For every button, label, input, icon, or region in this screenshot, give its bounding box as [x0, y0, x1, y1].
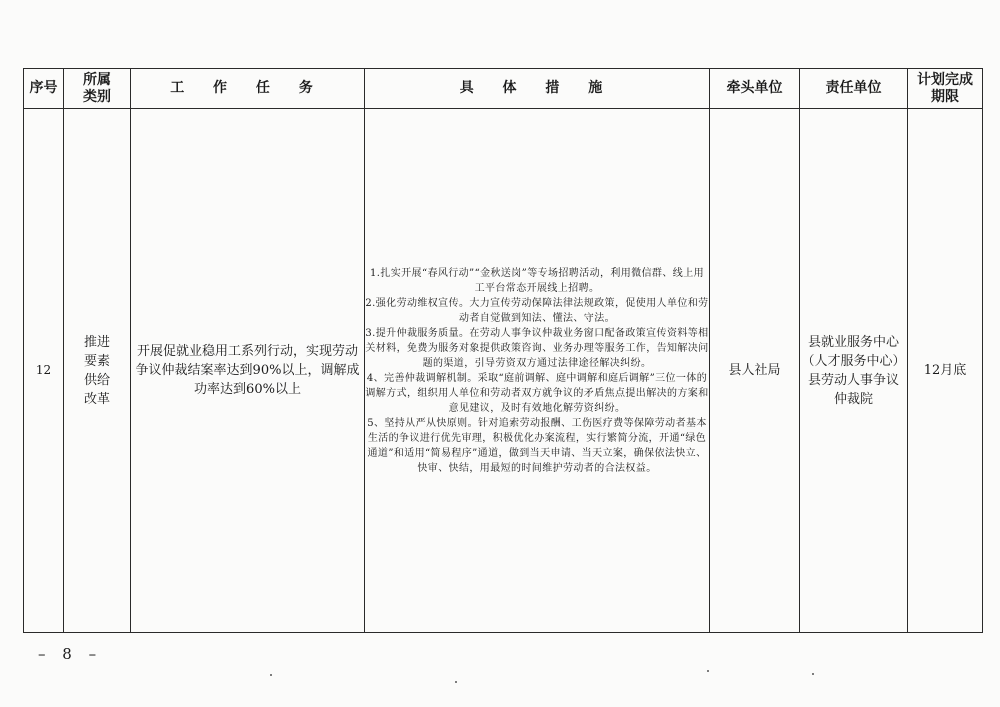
- table-header-row: [24, 69, 983, 109]
- row-category: 推进要素供给改革: [64, 109, 131, 633]
- table-row: [24, 109, 983, 633]
- scan-speck: [455, 681, 457, 683]
- header-measures: 具 体 措 施: [365, 69, 710, 109]
- row-measures: [365, 109, 710, 633]
- measure-item-2: 2.强化劳动维权宣传。大力宣传劳动保障法律法规政策，促使用人单位和劳动者自觉做到知法、懂法、守法。: [365, 297, 709, 324]
- responsible-line-3: 县劳动人事争议: [807, 372, 899, 388]
- measure-item-4: 4、完善仲裁调解机制。采取“庭前调解、庭中调解和庭后调解”三位一体的调解方式，组织用人单位和劳动者双方就争议的矛盾焦点提出解决的方案和意见建议，及时有效地化解劳资纠纷。: [365, 372, 709, 414]
- responsible-line-1: 县就业服务中心: [807, 334, 899, 350]
- measure-item-1: 1.扎实开展“春风行动”“金秋送岗”等专场招聘活动，利用微信群、线上用工平台常态开展线上招聘。: [370, 267, 704, 294]
- page-number: – 8 –: [38, 645, 103, 663]
- row-seq: 12: [24, 109, 64, 633]
- header-lead-unit: 牵头单位: [710, 69, 800, 109]
- header-responsible-unit: 责任单位: [800, 69, 908, 109]
- row-task: 开展促就业稳用工系列行动，实现劳动争议仲裁结案率达到90%以上，调解成功率达到60%以上: [131, 109, 365, 633]
- header-category: 所属类别: [64, 69, 131, 109]
- measure-item-3: 3.提升仲裁服务质量。在劳动人事争议仲裁业务窗口配备政策宣传资料等相关材料，免费为服务对象提供政策咨询、业务办理等服务工作，告知解决问题的渠道，引导劳资双方通过法律途径解决纠纷。: [365, 327, 709, 369]
- responsible-line-4: 仲裁院: [833, 391, 873, 407]
- scan-speck: [707, 670, 709, 672]
- header-deadline: 计划完成期限: [908, 69, 983, 109]
- work-task-table: [23, 68, 983, 633]
- row-deadline: 12月底: [908, 109, 983, 633]
- header-seq: 序号: [24, 69, 64, 109]
- scan-speck: [270, 674, 272, 676]
- row-responsible-unit: [800, 109, 908, 633]
- scan-speck: [812, 673, 814, 675]
- header-task: 工 作 任 务: [131, 69, 365, 109]
- responsible-line-2: （人才服务中心）: [801, 353, 906, 369]
- row-lead-unit: 县人社局: [710, 109, 800, 633]
- measure-item-5: 5、坚持从严从快原则。针对追索劳动报酬、工伤医疗费等保障劳动者基本生活的争议进行优先审理，积极优化办案流程，实行繁简分流，开通“绿色通道”和适用“简易程序”通道，做到当天申请、当天立案，确保依法快立、快审、快结，用最短的时间维护劳动者的合法权益。: [367, 417, 707, 474]
